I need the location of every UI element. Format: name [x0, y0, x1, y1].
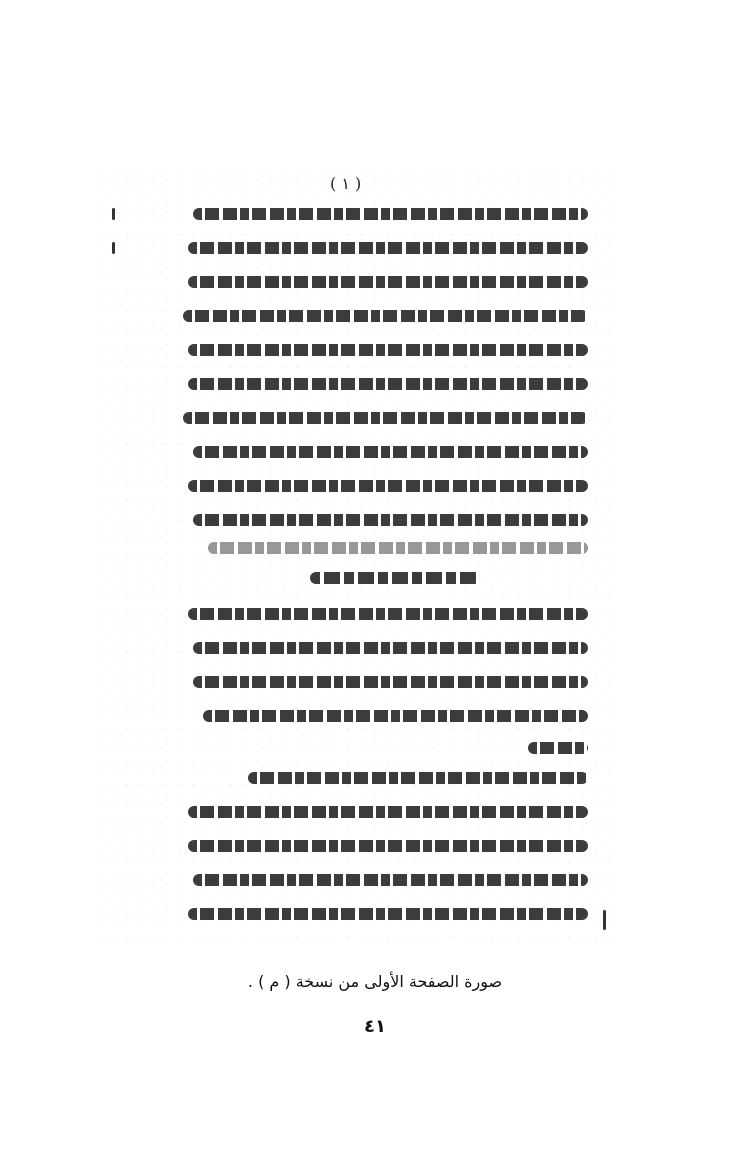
handwritten-line	[183, 310, 588, 322]
page-number: ٤١	[364, 1016, 386, 1037]
handwritten-line	[188, 608, 588, 620]
handwritten-line	[188, 840, 588, 852]
handwritten-line	[193, 676, 588, 688]
handwritten-line	[193, 446, 588, 458]
handwritten-line	[193, 874, 588, 886]
handwritten-line	[188, 242, 588, 254]
handwritten-line	[193, 514, 588, 526]
manuscript-page-mark: ( ١ )	[330, 174, 362, 193]
manuscript-image	[100, 168, 610, 946]
handwritten-line	[188, 908, 588, 920]
handwritten-line	[208, 542, 588, 554]
handwritten-line	[248, 772, 588, 784]
handwritten-line	[203, 710, 588, 722]
handwritten-line	[188, 480, 588, 492]
handwritten-heading	[310, 572, 480, 584]
handwritten-line	[528, 742, 588, 754]
edge-mark	[112, 208, 115, 220]
handwritten-line	[193, 642, 588, 654]
figure-caption: صورة الصفحة الأولى من نسخة ( م ) .	[247, 972, 503, 991]
handwritten-line	[188, 378, 588, 390]
handwritten-line	[193, 208, 588, 220]
handwritten-line	[188, 806, 588, 818]
edge-mark	[603, 910, 606, 930]
handwritten-line	[188, 344, 588, 356]
edge-mark	[112, 242, 115, 254]
handwritten-line	[183, 412, 588, 424]
handwritten-line	[188, 276, 588, 288]
